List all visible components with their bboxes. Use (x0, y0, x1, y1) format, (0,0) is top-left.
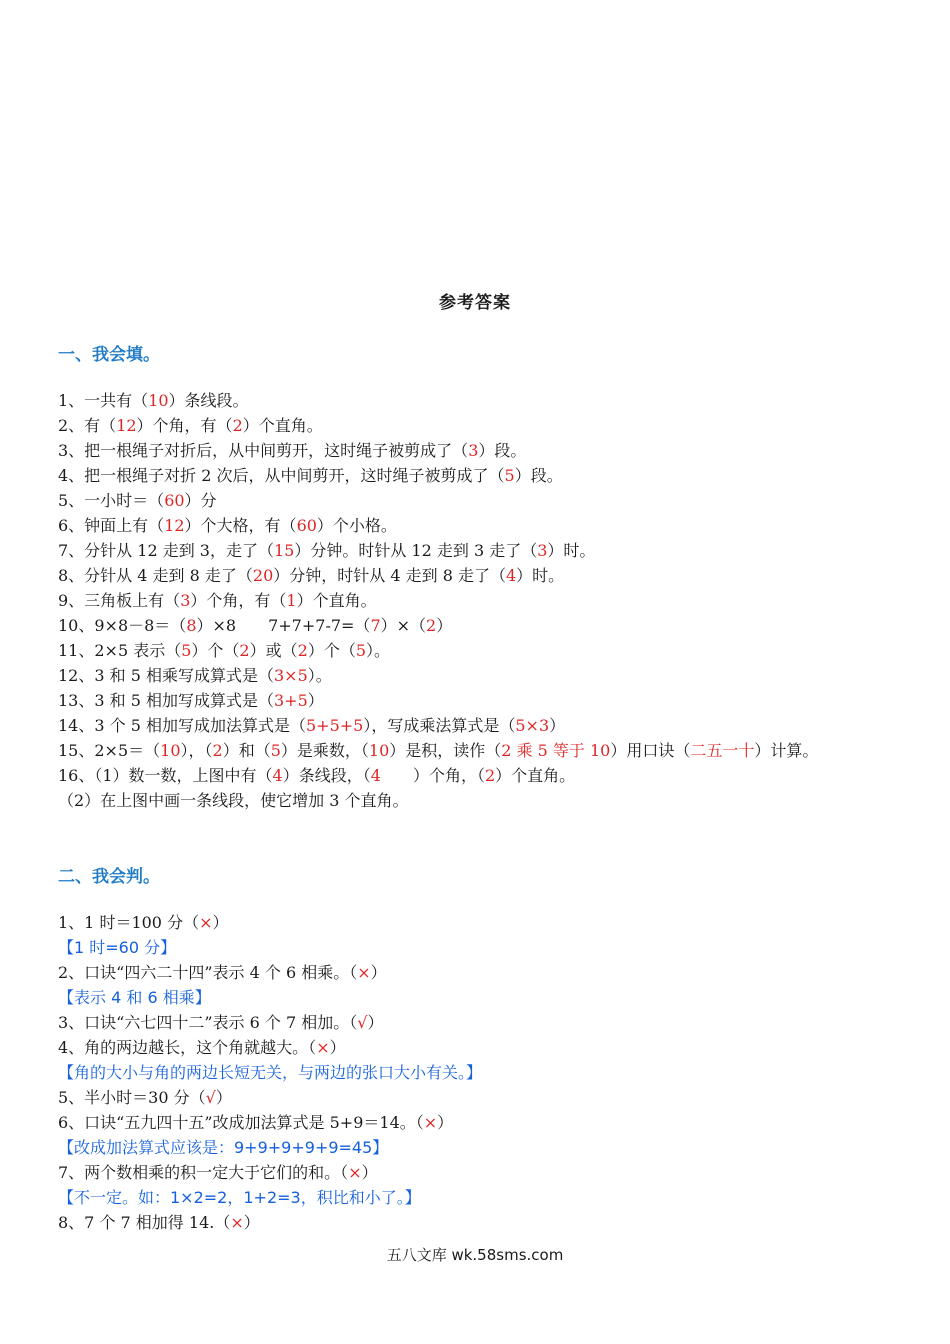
question-text: ），写成乘法算式是（ (363, 716, 516, 735)
question-text: ）条线段，（ (282, 766, 371, 785)
explanation-note: 【改成加法算式应该是：9+9+9+9+9=45】 (58, 1138, 389, 1157)
fill-item (58, 663, 878, 688)
question-text: 1、一共有（ (58, 391, 149, 410)
judge-item (58, 1110, 878, 1135)
answer-text: 3×5 (273, 666, 308, 685)
judge-item (58, 1135, 878, 1160)
question-text: ）时。 (516, 566, 565, 585)
fill-item (58, 738, 878, 763)
question-text: 5、一小时＝（ (58, 491, 165, 510)
answer-text: 2 (426, 616, 437, 635)
judge-item (58, 1035, 878, 1060)
answer-text: 12 (116, 416, 137, 435)
question-text: ） (367, 1013, 384, 1032)
answer-text: 7 (370, 616, 381, 635)
question-text: ）分 (184, 491, 217, 510)
question-text: ） (307, 691, 324, 710)
explanation-note: 【角的大小与角的两边长短无关，与两边的张口大小有关。】 (58, 1063, 483, 1082)
answer-text: 12 (164, 516, 185, 535)
question-text: 7、两个数相乘的积一定大于它们的和。（ (58, 1163, 349, 1182)
question-text: ）段。 (478, 441, 527, 460)
question-text: ）个直角。 (296, 591, 377, 610)
question-text: ） (370, 963, 387, 982)
question-text: ）和（ (222, 741, 271, 760)
answer-text: √ (205, 1088, 216, 1107)
question-text: ）个角，有（ (190, 591, 287, 610)
question-text: 2、有（ (58, 416, 117, 435)
question-text: ）条线段。 (168, 391, 249, 410)
question-text: ）或（ (249, 641, 298, 660)
answer-text: 4 (505, 566, 517, 585)
fill-item (58, 788, 878, 813)
answer-text: √ (357, 1013, 368, 1032)
answer-text: 20 (252, 566, 274, 585)
question-text: 1、1 时＝100 分（ (58, 913, 200, 932)
question-text: ）×8 7+7+7-7=（ (196, 616, 371, 635)
question-text: ） (437, 1113, 454, 1132)
answer-text: 5 (504, 466, 515, 485)
judge-item (58, 1010, 878, 1035)
question-text: ）。 (366, 641, 391, 660)
question-text: 8、分针从 4 走到 8 走了（ (58, 566, 253, 585)
question-text: ）是乘数，（ (280, 741, 369, 760)
fill-item (58, 463, 878, 488)
question-text: ）是积，读作（ (389, 741, 502, 760)
question-text: ）个（ (191, 641, 240, 660)
fill-item (58, 488, 878, 513)
judge-answers-list (58, 910, 878, 1235)
question-text: 6、口诀“五九四十五”改成加法算式是 5+9＝14。（ (58, 1113, 424, 1132)
explanation-note: 【不一定。如：1×2=2，1+2=3，积比和小了。】 (58, 1188, 421, 1207)
explanation-note: 【表示 4 和 6 相乘】 (58, 988, 211, 1007)
question-text: ）个角，有（ (136, 416, 233, 435)
question-text: 3、口诀“六七四十二”表示 6 个 7 相加。（ (58, 1013, 358, 1032)
section-heading-fill: 一、我会填。 (58, 345, 160, 365)
question-text: ） (329, 1038, 346, 1057)
fill-item (58, 513, 878, 538)
judge-item (58, 985, 878, 1010)
question-text: ）×（ (380, 616, 427, 635)
fill-item (58, 688, 878, 713)
answer-text: 10 (368, 741, 390, 760)
answer-text: × (348, 1163, 362, 1182)
fill-item (58, 713, 878, 738)
answer-text: 10 (148, 391, 169, 410)
judge-item (58, 1060, 878, 1085)
answer-text: 3 (537, 541, 548, 560)
question-text: ）分钟。时针从 12 走到 3 走了（ (294, 541, 538, 560)
question-text: 4、把一根绳子对折 2 次后，从中间剪开，这时绳子被剪成了（ (58, 466, 505, 485)
answer-text: 5 (270, 741, 281, 760)
answer-text: 4 (272, 766, 283, 785)
question-text: （2）在上图中画一条线段，使它增加 3 个直角。 (58, 791, 409, 810)
answer-text: × (357, 963, 371, 982)
explanation-note: 【1 时=60 分】 (58, 938, 177, 957)
answer-text: 2 (232, 416, 243, 435)
question-text: 4、角的两边越长，这个角就越大。（ (58, 1038, 317, 1057)
answer-text: 3 (180, 591, 191, 610)
question-text: ）个小格。 (316, 516, 397, 535)
question-text: 14、3 个 5 相加写成加法算式是（ (58, 716, 306, 735)
question-text: ）。 (307, 666, 332, 685)
question-text: 2、口诀“四六二十四”表示 4 个 6 相乘。（ (58, 963, 358, 982)
fill-item (58, 413, 878, 438)
answer-text: 60 (296, 516, 317, 535)
question-text: 6、钟面上有（ (58, 516, 165, 535)
question-text: 11、2×5 表示（ (58, 641, 182, 660)
question-text: 10、9×8－8＝（ (58, 616, 187, 635)
fill-answers-list (58, 388, 878, 813)
question-text: ）分钟，时针从 4 走到 8 走了（ (273, 566, 506, 585)
judge-item (58, 1160, 878, 1185)
answer-text: 3+5 (273, 691, 308, 710)
fill-item (58, 613, 878, 638)
fill-item (58, 763, 878, 788)
answer-text: 2 乘 5 等于 10 (501, 741, 611, 760)
answer-text: 2 (212, 741, 223, 760)
answer-text: × (423, 1113, 438, 1132)
question-text: ） (361, 1163, 378, 1182)
answer-text: 2 (297, 641, 308, 660)
question-text: ）用口诀（ (610, 741, 691, 760)
judge-item (58, 1185, 878, 1210)
judge-item (58, 960, 878, 985)
answer-text: 1 (286, 591, 297, 610)
page-title: 参考答案 (439, 293, 511, 313)
answer-text: 二五一十 (690, 741, 755, 760)
question-text: 16、（1）数一数，上图中有（ (58, 766, 273, 785)
question-text: ）个直角。 (242, 416, 323, 435)
question-text: ），（ (180, 741, 213, 760)
question-text: ）个（ (307, 641, 356, 660)
answer-text: 5 (181, 641, 192, 660)
question-text: 5、半小时＝30 分（ (58, 1088, 206, 1107)
question-text: 12、3 和 5 相乘写成算式是（ (58, 666, 274, 685)
question-text: ）计算。 (754, 741, 819, 760)
answer-text: 5+5+5 (305, 716, 364, 735)
question-text: ）段。 (514, 466, 563, 485)
answer-text: 10 (160, 741, 181, 760)
fill-item (58, 388, 878, 413)
answer-text: 4 (370, 766, 381, 785)
fill-item (58, 538, 878, 563)
question-text: ） (215, 1088, 232, 1107)
question-text: 7、分针从 12 走到 3，走了（ (58, 541, 274, 560)
fill-item (58, 588, 878, 613)
question-text: ）个大格，有（ (184, 516, 297, 535)
answer-text: × (230, 1213, 244, 1232)
question-text: 3、把一根绳子对折后，从中间剪开，这时绳子被剪成了（ (58, 441, 469, 460)
question-text: ）个直角。 (495, 766, 576, 785)
fill-item (58, 638, 878, 663)
question-text: ） (549, 716, 566, 735)
answer-text: 5 (355, 641, 367, 660)
answer-text: 5×3 (515, 716, 550, 735)
footer-watermark: 五八文库 wk.58sms.com (386, 1246, 564, 1264)
question-text: 13、3 和 5 相加写成算式是（ (58, 691, 274, 710)
fill-item (58, 438, 878, 463)
question-text: 8、7 个 7 相加得 14.（ (58, 1213, 231, 1232)
judge-item (58, 1085, 878, 1110)
question-text: ） (212, 913, 229, 932)
question-text: ） (436, 616, 453, 635)
answer-text: 2 (239, 641, 250, 660)
question-text: ）个角，（ (380, 766, 485, 785)
judge-item (58, 910, 878, 935)
question-text: ） (243, 1213, 260, 1232)
answer-text: 15 (273, 541, 295, 560)
judge-item (58, 1210, 878, 1235)
fill-item (58, 563, 878, 588)
question-text: 15、2×5＝（ (58, 741, 161, 760)
answer-text: × (199, 913, 213, 932)
answer-text: 2 (484, 766, 496, 785)
answer-text: × (316, 1038, 330, 1057)
answer-text: 8 (186, 616, 197, 635)
question-text: 9、三角板上有（ (58, 591, 181, 610)
answer-text: 3 (468, 441, 479, 460)
judge-item (58, 935, 878, 960)
answer-text: 60 (164, 491, 185, 510)
question-text: ）时。 (547, 541, 596, 560)
section-heading-judge: 二、我会判。 (58, 867, 160, 887)
